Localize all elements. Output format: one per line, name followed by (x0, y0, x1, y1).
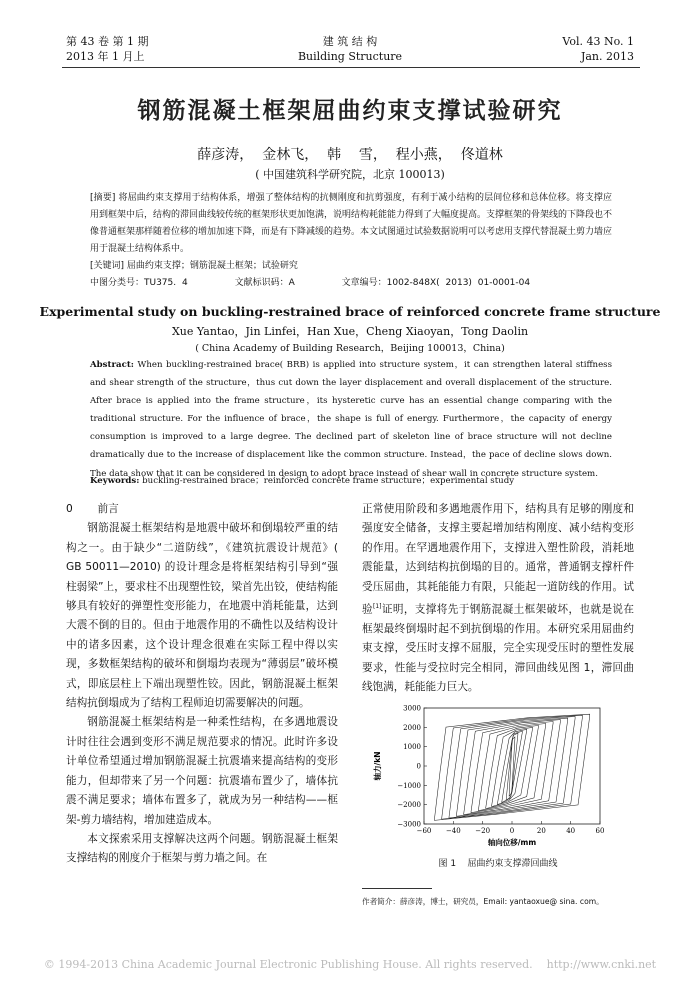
volume-issue: 第 43 卷 第 1 期 (66, 35, 149, 48)
journal-name-cn: 建 筑 结 构 (322, 35, 378, 48)
classification-line: 中图分类号：TU375. 4 文献标识码：A 文章编号：1002-848X( 2013) 01-0001-04 (90, 278, 531, 288)
hysteresis-loop (509, 737, 515, 797)
volume-en: Vol. 43 No. 1 (562, 35, 634, 48)
y-tick-label: −2000 (397, 801, 421, 810)
keywords-cn (90, 258, 612, 275)
issue-date: 2013 年 1 月上 (66, 50, 145, 63)
x-axis-label: 轴向位移/mm (487, 838, 537, 847)
x-tick-label: 40 (566, 827, 576, 835)
header-rule (62, 67, 640, 68)
paragraph: 钢筋混凝土框架结构是地震中破坏和倒塌较严重的结构之一。由于缺少“二道防线”，《建筑抗震设计规范》( GB 50011—2010) 的设计理念是将框架结构引导到“强柱弱梁”上，要求柱不出现塑性铰，梁首先出铰，使结构能够具有较好的弹塑性变形能力，在地震中消耗能量，达到大震不倒的目的。但由于地震作用的不确性以及结构设计中的诸多因素，这个设计理念很难在实际工程中得以实现，多数框架结构的破坏和倒塌均表现为“薄弱层”破坏模式，即底层柱上下端出现塑性铰。因此，钢筋混凝土框架结构抗倒塌成为了结构工程师迫切需要解决的问题。 (66, 522, 338, 710)
paper-title: 钢筋混凝土框架屈曲约束支撑试验研究 (137, 98, 563, 124)
date-en: Jan. 2013 (580, 50, 634, 63)
hysteresis-chart (366, 702, 630, 852)
x-tick-label: −60 (416, 827, 432, 835)
left-column (66, 500, 338, 869)
english-keywords-text: buckling-restrained brace；reinforced concrete frame structure；experimental study (142, 476, 515, 486)
section-heading (66, 500, 338, 519)
y-axis-label: 轴力/kN (373, 751, 382, 781)
affiliation: ( 中国建筑科学研究院，北京 100013) (255, 168, 445, 181)
y-tick-label: 0 (416, 762, 421, 771)
citation-ref[interactable]: [1] (372, 603, 382, 611)
paragraph: 本文探索采用支撑解决这两个问题。钢筋混凝土框架支撑结构的刚度介于框架与剪力墙之间。在 (66, 832, 338, 865)
english-abstract (90, 356, 612, 483)
x-tick-label: −20 (475, 827, 491, 835)
hysteresis-loop (456, 718, 567, 816)
paragraph: 钢筋混凝土框架结构是一种柔性结构，在多遇地震设计时往往会遇到变形不满足规范要求的情况。此时许多设计单位希望通过增加钢筋混凝土抗震墙来提高结构的变形能力，但却带来了另一个问题：抗震墙布置少了，墙体抗震不满足要求；墙体布置多了，就成为另一种结构——框架-剪力墙结构，增加建造成本。 (66, 716, 338, 826)
english-keywords-label: Keywords: (90, 476, 140, 486)
figure-caption: 图 1 屈曲约束支撑滞回曲线 (438, 859, 558, 869)
keywords-cn-label: [关键词] (90, 261, 125, 271)
english-keywords (90, 473, 612, 490)
english-title: Experimental study on buckling-restrained brace of reinforced concrete frame structure (39, 304, 661, 319)
copyright-notice: © 1994-2013 China Academic Journal Electronic Publishing House. All rights reserved. http://www.cnki.net (43, 958, 657, 971)
hysteresis-loop (486, 725, 539, 808)
section-title: 前言 (97, 503, 119, 515)
paragraph-text: 正常使用阶段和多遇地震作用下，结构具有足够的刚度和强度安全储备，支撑主要起增加结构刚度、减小结构变形的作用。在罕遇地震作用下，支撑进入塑性阶段，消耗地震能量，达到结构抗倒塌的目的。通常，普通钢支撑杆件受压屈曲，其耗能能力有限，只能起一道防线的作用。试验 (362, 503, 634, 616)
abstract-cn-label: [摘要] (90, 193, 116, 203)
paragraph-text: 证明，支撑将先于钢筋混凝土框架破坏，也就是说在框架最终倒塌时起不到抗倒塌的作用。本研究采用屈曲约束支撑，受压时支撑不屈服，完全实现受压时的塑性发展要求，性能与受拉时完全相同，滞回曲线见图 1，滞回曲线饱满，耗能能力巨大。 (362, 603, 635, 694)
hysteresis-loop (478, 724, 545, 811)
journal-volume-en (562, 34, 634, 64)
y-tick-label: 1000 (403, 743, 421, 752)
x-tick-label: 60 (595, 827, 605, 835)
hysteresis-loop (464, 720, 561, 815)
authors: 薛彦涛， 金林飞， 韩 雪， 程小燕， 佟道林 (197, 147, 503, 163)
y-tick-label: −3000 (397, 820, 421, 829)
plot-area (372, 705, 604, 848)
paragraph (362, 500, 634, 698)
keywords-cn-text: 屈曲约束支撑；钢筋混凝土框架；试验研究 (126, 261, 298, 271)
y-tick-label: 3000 (403, 704, 421, 713)
section-number: 0 (66, 503, 73, 515)
english-affiliation: ( China Academy of Building Research，Beijing 100013，China) (195, 343, 505, 354)
english-authors: Xue Yantao，Jin Linfei，Han Xue，Cheng Xiaoyan，Tong Daolin (171, 325, 529, 338)
english-abstract-label: Abstract: (90, 360, 134, 370)
abstract-cn-text: 将屈曲约束支撑用于结构体系，增强了整体结构的抗侧刚度和抗剪强度，有利于减小结构的层间位移和总体位移。将支撑应用到框架中后，结构的滞回曲线较传统的框架形状更加饱满，说明结构耗能能力得到了大幅度提高。支撑框架的骨架线的下降段也不像普通框架那样随着位移的增加加速下降，而是有下降减缓的趋势。本文试图通过试验数据说明可以考虑用支撑代替混凝土剪力墙应用于混凝土结构体系中。 (90, 193, 613, 254)
author-footnote: 作者简介：薛彦涛，博士，研究员，Email: yantaoxue@ sina. com。 (362, 897, 604, 906)
x-tick-label: −40 (445, 827, 461, 835)
english-abstract-text: When buckling-restrained brace( BRB) is applied into structure system，it can strengthen lateral stiffness and shear strength of the structure，thus cut down the layer displacement and overall displacement of the structure. After brace is applied into the frame structure，its hysteretic curve has an essential change comparing with the traditional structure. For the influence of brace，the shape is full of energy. Furthermore，the capacity of energy consumption is improved to a large degree. The declined part of skeleton line of brace structure will not decline dramatically due to the increase of displacement like the common structure. Instead，the pace of decline slows down. The data show that it can be considered in design to adopt brace instead of shear wall in concrete structure system. (90, 360, 613, 479)
journal-name-en: Building Structure (297, 50, 403, 63)
footnote-rule (362, 888, 432, 889)
abstract-cn (90, 190, 612, 258)
right-column (362, 500, 634, 698)
y-tick-label: 2000 (403, 723, 421, 732)
x-tick-label: 0 (509, 827, 515, 835)
y-tick-label: −1000 (397, 781, 421, 790)
x-tick-label: 20 (536, 827, 546, 835)
